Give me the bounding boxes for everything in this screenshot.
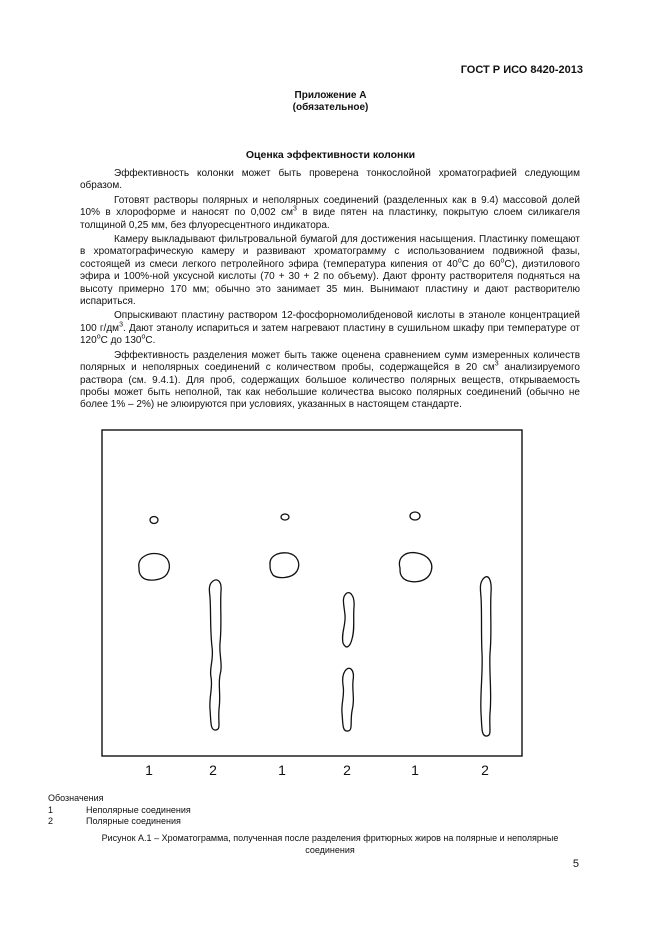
legend-text: Неполярные соединения [86,804,191,815]
polar-streak-lower [342,668,354,731]
small-spot [150,517,158,524]
lane-label: 2 [209,762,217,778]
standard-number: ГОСТ Р ИСО 8420-2013 [460,64,583,76]
lane-label: 2 [481,762,489,778]
figure-caption [48,833,612,856]
small-spot [410,512,420,520]
paragraph-text: в виде пятен на пластинку, покрытую слоем силикагеля толщиной 0,25 мм, без флуоресцентного индикатора. [80,207,580,231]
paragraph-text: Эффективность колонки может быть проверена тонкослойной хроматографией следующим образом. [80,168,580,192]
legend-title: Обозначения [48,793,104,803]
small-spot [281,514,289,520]
nonpolar-spot [399,553,431,582]
superscript: о [500,257,505,265]
annex-status: (обязательное) [292,102,369,113]
lane-label: 1 [411,762,419,778]
lane-label: 1 [278,762,286,778]
superscript: 3 [119,321,123,329]
body-text [80,168,580,414]
legend-text: Полярные соединения [86,816,181,826]
caption-line: Рисунок А.1 – Хроматограмма, полученная после разделения фритюрных жиров на полярные и неполярные [101,833,559,843]
lane-label: 1 [145,762,153,778]
superscript: о [141,333,146,341]
figure-legend [48,793,191,828]
polar-streak-upper [343,593,355,647]
legend-number: 1 [48,804,54,815]
paragraph-text: С. [145,335,156,347]
superscript: о [96,333,101,341]
paragraph-text: Готовят растворы полярных и неполярных соединений (разделенных как в 9.4) массовой долей 10% в хлороформе и наносят по 0,002 см [80,194,580,219]
superscript: 3 [292,205,297,213]
legend-number: 2 [48,816,54,826]
paragraph [80,310,580,347]
paragraph-text: С до 60 [461,258,501,270]
legend-item [48,816,191,828]
paragraph [80,195,580,232]
nonpolar-spot [270,553,299,578]
paragraph [80,350,580,412]
chromatogram-figure [101,429,523,757]
paragraph [80,168,580,193]
plate-border [102,430,522,756]
polar-streak [480,577,491,736]
nonpolar-spot [139,554,170,581]
superscript: 3 [494,360,499,368]
annex-title: Приложение А [294,90,367,101]
section-heading: Оценка эффективности колонки [245,149,416,161]
paragraph-text: С), диэтилового эфира и 100%-ной уксусной кислоты (70 + 30 + 2 по объему). Дают фронту растворителя подняться на высоту примерно 170 мм; обычно это занимает 35 мин. Вынимают пластину и дают растворителю испариться. [80,258,580,308]
paragraph-text: . Дают этанолу испариться и затем нагревают пластину в сушильном шкафу при температуре от 120 [80,322,581,347]
paragraph-text: Опрыскивают пластину раствором 12-фосфорномолибденовой кислоты в этаноле концентрацией 100 г/дм [80,310,580,334]
paragraph-text: анализируемого раствора (см. 9.4.1). Для проб, содержащих большое количество полярных веществ, открываемость пробы может быть неполной, так как небольшие количества высоко полярных соединений (обычно не более 1% – 2%) не элюируются при условиях, указанных в настоящем стандарте. [80,362,580,411]
polar-streak [209,580,221,730]
legend-item [48,805,191,817]
paragraph-text: С до 130 [100,335,142,347]
paragraph-text: Эффективность разделения может быть также оценена сравнением сумм измеренных количеств полярных и неполярных соединений с количеством пробы, содержащейся в 20 см [80,349,580,374]
paragraph-text: Камеру выкладывают фильтровальной бумагой для достижения насыщения. Пластинку помещают в хроматографическую камеру и развивают хроматограмму с использованием подвижной фазы, состоящей из смеси легкого петролейного эфира (температура кипения от 40 [80,234,580,270]
lane-label: 2 [343,762,351,778]
page-number: 5 [572,858,579,870]
paragraph [80,234,580,308]
caption-line: соединения [305,844,355,855]
superscript: о [457,257,462,265]
